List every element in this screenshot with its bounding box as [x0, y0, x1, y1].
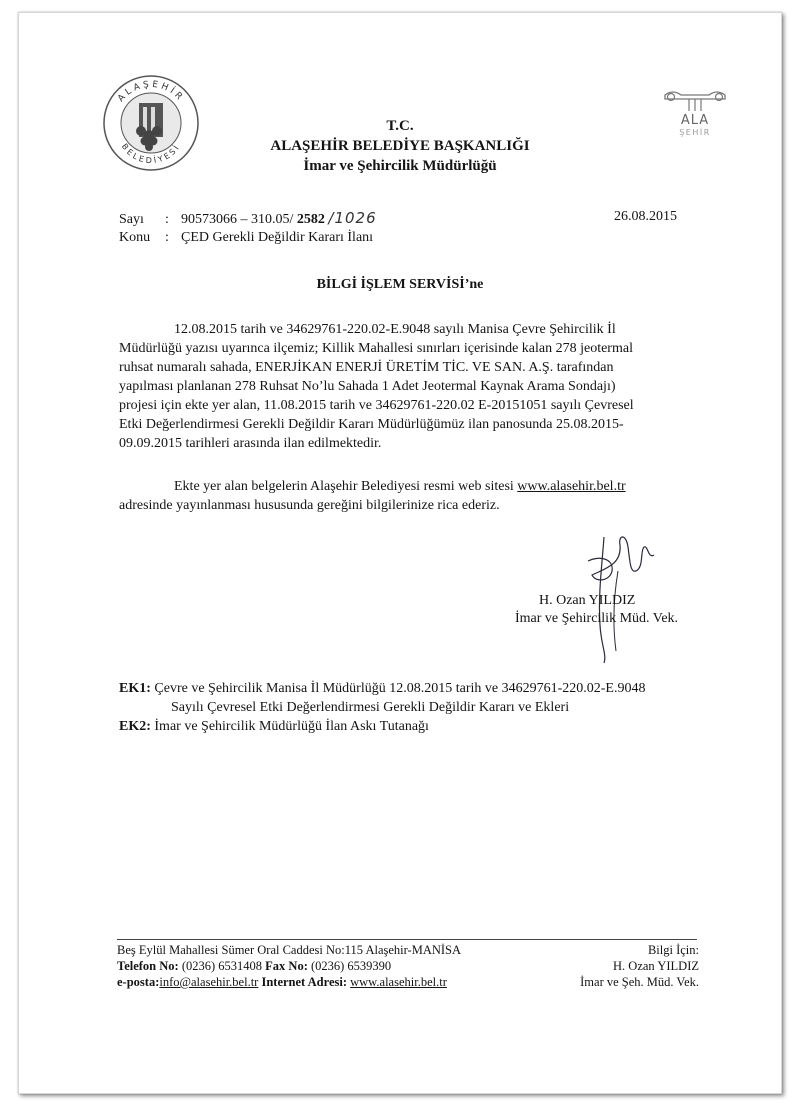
header-tc: T.C.: [386, 118, 414, 134]
paragraph-text: Ekte yer alan belgelerin Alaşehir Belediyesi resmi web sitesi: [174, 479, 518, 494]
body-paragraph-1: [119, 320, 679, 453]
svg-text:ŞEHİR: ŞEHİR: [679, 128, 711, 137]
attachment-1-continuation: Sayılı Çevresel Etki Değerlendirmesi Gerekli Değildir Kararı ve Ekleri: [171, 700, 570, 715]
website-link[interactable]: www.alasehir.bel.tr: [517, 479, 626, 494]
sayi-bold: 2582: [296, 212, 325, 227]
info-name: H. Ozan YILDIZ: [613, 959, 699, 973]
svg-text:BELEDİYESİ: BELEDİYESİ: [119, 141, 183, 166]
footer-online: [117, 974, 447, 990]
attachment-2-text: İmar ve Şehircilik Müdürlüğü İlan Askı Tutanağı: [150, 719, 429, 734]
info-label: Bilgi İçin:: [647, 943, 699, 957]
separator: :: [165, 230, 169, 245]
web-link[interactable]: www.alasehir.bel.tr: [350, 975, 447, 989]
signatory-title: İmar ve Şehircilik Müd. Vek.: [515, 611, 679, 626]
separator: :: [165, 212, 169, 227]
paragraph-line: yapılması planlanan 278 Ruhsat No’lu Sahada 1 Adet Jeotermal Kaynak Arama Sondajı): [119, 379, 616, 394]
document-page: [18, 12, 782, 1094]
konu-line: [119, 228, 373, 247]
fax-label: Fax No:: [265, 959, 308, 973]
paragraph-line: ruhsat numaralı sahada, ENERJİKAN ENERJİ ÜRETİM TİC. VE SAN. A.Ş. tarafından: [119, 360, 614, 375]
body-paragraph-2: [119, 477, 679, 515]
paragraph-line: 12.08.2015 tarih ve 34629761-220.02-E.9048 sayılı Manisa Çevre Şehircilik İl: [174, 322, 616, 337]
paragraph-line: adresinde yayınlanması hususunda gereğini bilgilerinize rica ederiz.: [119, 498, 500, 513]
footer-address: Beş Eylül Mahallesi Sümer Oral Caddesi No:115 Alaşehir-MANİSA: [117, 943, 462, 957]
paragraph-line: [119, 477, 679, 496]
email-label: e-posta:: [117, 975, 160, 989]
sayi-line: [119, 209, 377, 229]
sayi-handwritten: /1026: [328, 209, 377, 227]
attachment-2-label: EK2:: [119, 719, 151, 734]
attachment-1-label: EK1:: [119, 681, 151, 696]
sayi-label: Sayı: [119, 212, 144, 227]
paragraph-line: projesi için ekte yer alan, 11.08.2015 tarih ve 34629761-220.02 E-20151051 sayılı Çevresel: [119, 398, 634, 413]
konu-label: Konu: [119, 230, 151, 245]
header-municipality: ALAŞEHİR BELEDİYE BAŞKANLIĞI: [270, 138, 530, 154]
svg-text:ALAŞEHİR: ALAŞEHİR: [116, 79, 186, 105]
paragraph-line: Etki Değerlendirmesi Gerekli Değildir Kararı Müdürlüğümüz ilan panosunda 25.08.2015-: [119, 417, 624, 432]
signatory-name: H. Ozan YILDIZ: [539, 593, 636, 608]
phone-number: (0236) 6531408: [178, 959, 266, 973]
attachment-1: [119, 679, 645, 717]
recipient: BİLGİ İŞLEM SERVİSİ’ne: [316, 277, 484, 292]
email-link[interactable]: info@alasehir.bel.tr: [159, 975, 259, 989]
konu-value: ÇED Gerekli Değildir Kararı İlanı: [181, 230, 374, 245]
footer-contact: [117, 958, 391, 974]
header-department: İmar ve Şehircilik Müdürlüğü: [303, 158, 497, 174]
fax-number: (0236) 6539390: [307, 959, 392, 973]
paragraph-line: 09.09.2015 tarihleri arasında ilan edilmektedir.: [119, 436, 382, 451]
svg-text:ALA: ALA: [680, 113, 710, 128]
web-label: Internet Adresi:: [258, 975, 347, 989]
attachment-2: [119, 717, 429, 736]
info-title: İmar ve Şeh. Müd. Vek.: [580, 975, 699, 989]
phone-label: Telefon No:: [117, 959, 179, 973]
sayi-value: 90573066 – 310.05/: [181, 212, 297, 227]
attachment-1-text: Çevre ve Şehircilik Manisa İl Müdürlüğü 12.08.2015 tarih ve 34629761-220.02-E.9048: [150, 681, 646, 696]
paragraph-line: Müdürlüğü yazısı uyarınca ilçemiz; Killik Mahallesi sınırları içerisinde kalan 278 jeotermal: [119, 341, 633, 356]
document-date: 26.08.2015: [614, 209, 677, 224]
footer-divider: [117, 939, 697, 940]
